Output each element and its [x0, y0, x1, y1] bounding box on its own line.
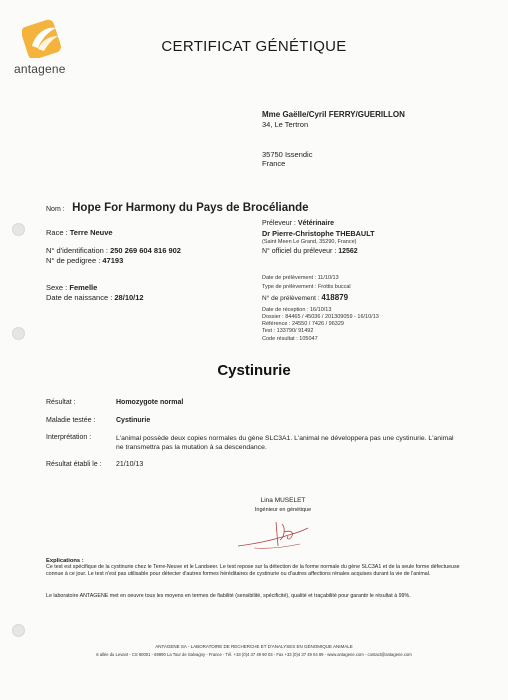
- lab-guarantee: Le laboratoire ANTAGENE met en oeuvre tous les moyens en termes de fiabilité (sensibilité, spécificité), qualité et traçabilité pour garantir le résultat à 99%.: [46, 593, 411, 599]
- race-label: Race :: [46, 228, 68, 237]
- interp-label: Interprétation :: [46, 434, 92, 441]
- sample-number: 418879: [321, 293, 349, 302]
- page-title: CERTIFICAT GÉNÉTIQUE: [161, 38, 347, 55]
- pedigree-value: 47193: [102, 256, 124, 265]
- logo-text: antagene: [14, 62, 66, 76]
- binder-hole: [12, 327, 25, 340]
- sample-number-row: [262, 293, 348, 302]
- collector-row: [262, 220, 334, 227]
- footer-address: 6 allée du Levant - CS 60001 - 69890 La Tour de Salvagny - France - Tél. +33 (0)4 37 49 90 03 - Fax +33 (0)4 37 49 04 89 - www.antagene.com - contact@antagene.com: [96, 652, 412, 657]
- owner-country: France: [262, 159, 286, 168]
- owner-street: 34, Le Tertron: [262, 120, 309, 129]
- disease-label: Maladie testée :: [46, 417, 96, 424]
- id-value: 250 269 604 816 902: [110, 246, 181, 255]
- sex-label: Sexe :: [46, 283, 68, 292]
- dog-name-row: [46, 198, 309, 216]
- official-value: 12562: [338, 248, 358, 255]
- official-label: N° officiel du préleveur :: [262, 248, 337, 255]
- binder-hole: [12, 223, 25, 236]
- dog-name-label: Nom :: [46, 206, 65, 213]
- reception-date: Date de réception : 16/10/13: [262, 307, 332, 313]
- collector-role: Vétérinaire: [297, 220, 334, 227]
- sex-value: Femelle: [69, 283, 98, 292]
- signatory-name: Lina MUSELET: [260, 497, 306, 504]
- result-label: Résultat :: [46, 399, 76, 406]
- id-label: N° d'identification :: [46, 246, 108, 255]
- collector-address: (Saint Meen Le Grand, 35290, France): [262, 239, 357, 245]
- dossier: Dossier : 84465 / 45036 / 201309059 - 16/10/13: [262, 314, 379, 320]
- test-number: Test : 133790/ 91492: [262, 328, 314, 334]
- explanations-text: Ce test est spécifique de la cystinurie chez le Terre-Neuve et le Landseer. Le test repose sur la détection de la forme normale du gène SLC3A1 et de la seule forme défectueuse connue à ce jour. Le test n'est pas utilisable pour détecter d'autres formes héréditaires de cystinurie ou d'autres affections rénales acquises durant la vie de l'animal.: [46, 564, 460, 577]
- birth-value: 28/10/12: [114, 293, 144, 302]
- collector-name: Dr Pierre-Christophe THEBAULT: [262, 229, 375, 238]
- signature-scribble: [234, 518, 314, 552]
- race-value: Terre Neuve: [69, 228, 113, 237]
- binder-hole: [12, 624, 25, 637]
- owner-city: 35750 Issendic: [262, 150, 313, 159]
- explanations: [46, 558, 464, 577]
- footer-company: ANTAGENE SA - LABORATOIRE DE RECHERCHE ET D'ANALYSES EN GÉNOMIQUE ANIMALE: [155, 644, 353, 649]
- interp-text: L'animal possède deux copies normales du gène SLC3A1. L'animal ne développera pas une cystinurie. L'animal ne transmettra pas la mutation à sa descendance.: [116, 435, 454, 451]
- result-code: Code résultat : 105047: [262, 336, 318, 342]
- race-row: [46, 228, 113, 237]
- reference: Référence : 24550 / 7426 / 96329: [262, 321, 344, 327]
- collector-label: Préleveur :: [262, 220, 296, 227]
- birth-label: Date de naissance :: [46, 293, 113, 302]
- explanations-heading: Explications :: [46, 558, 84, 564]
- sample-date: Date de prélèvement : 11/10/13: [262, 275, 339, 281]
- owner-name: Mme Gaëlle/Cyril FERRY/GUERILLON: [262, 110, 405, 119]
- result-value: Homozygote normal: [116, 399, 184, 406]
- signatory-role: Ingénieur en génétique: [254, 507, 312, 513]
- pedigree-label: N° de pedigree :: [46, 256, 101, 265]
- result-date-label: Résultat établi le :: [46, 461, 102, 468]
- dog-name: Hope For Harmony du Pays de Brocéliande: [72, 202, 309, 214]
- birth-row: [46, 293, 144, 302]
- sample-type: Type de prélèvement : Frottis buccal: [262, 284, 351, 290]
- disease-value: Cystinurie: [116, 417, 151, 424]
- sample-number-label: N° de prélèvement :: [262, 295, 320, 302]
- test-title: Cystinurie: [217, 362, 291, 379]
- official-row: [262, 248, 358, 255]
- id-row: [46, 246, 181, 255]
- result-date: 21/10/13: [116, 461, 144, 468]
- pedigree-row: [46, 256, 123, 265]
- sex-row: [46, 283, 97, 292]
